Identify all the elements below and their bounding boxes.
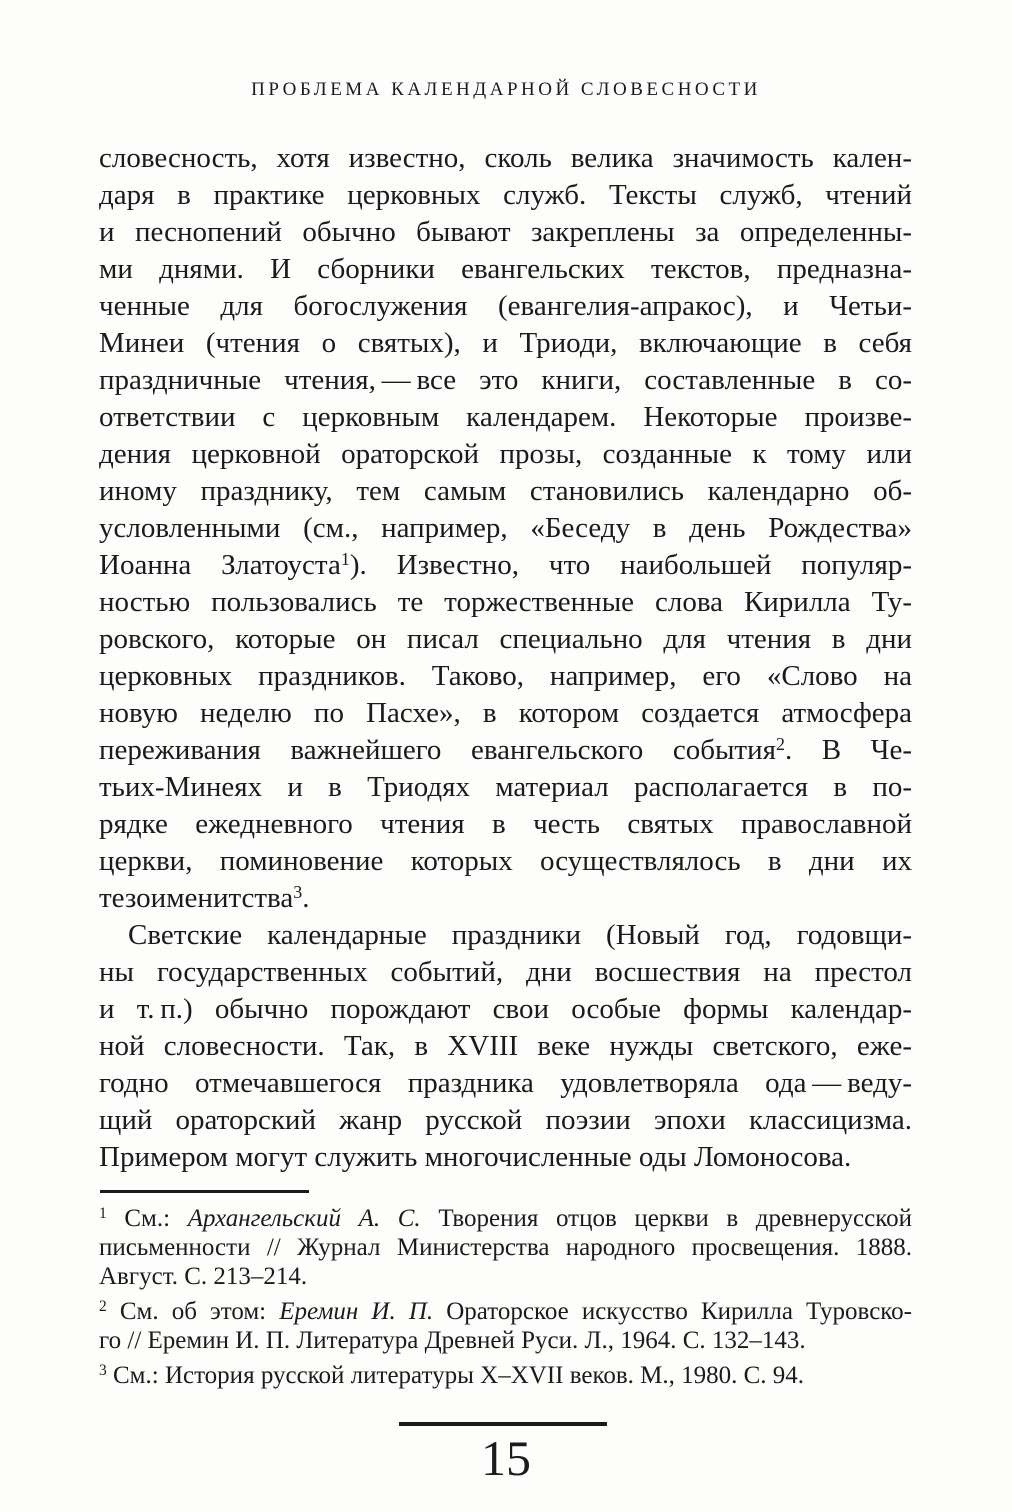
footnote [99,1297,912,1355]
text-segment: тезоименитства [99,882,294,914]
footnote [99,1361,912,1390]
text-line [99,991,912,1028]
text-line [99,547,912,584]
text-line [99,510,912,547]
text-segment: ностью пользовались те торжественные слова Кирилла Ту- [99,586,912,618]
text-line [99,362,912,399]
text-line [99,1262,912,1291]
text-line [99,399,912,436]
text-line [99,843,912,880]
text-segment: Еремин И. П. [279,1298,434,1325]
text-segment: словесность, хотя известно, сколь велика значимость кален- [99,142,912,174]
text-line [99,954,912,991]
text-line [99,769,912,806]
text-line [99,621,912,658]
footnote [99,1204,912,1291]
text-segment: го // Еремин И. П. Литература Древней Руси. Л., 1964. С. 132–143. [99,1327,806,1354]
footnote-marker: 1 [340,549,350,570]
text-segment: . [302,882,310,914]
text-line [99,251,912,288]
text-segment: щий ораторский жанр русской поэзии эпохи классицизма. [99,1104,912,1136]
text-line [99,1139,912,1176]
text-segment: церковных праздников. Таково, например, его «Слово на [99,660,912,692]
text-line [99,177,912,214]
text-line [99,880,912,917]
text-segment: ми днями. И сборники евангельских текстов, предназна- [99,253,912,285]
text-line [99,1028,912,1065]
footnotes [99,1204,912,1396]
text-line [99,1326,912,1355]
text-line [99,1204,912,1233]
text-segment: Архангельский А. С. [187,1205,421,1232]
text-segment: Август. С. 213–214. [99,1263,308,1290]
text-segment: дения церковной ораторской прозы, созданные к тому или [99,438,912,470]
text-line [99,1102,912,1139]
body-text [99,140,912,1176]
text-line [99,1233,912,1262]
text-line [99,325,912,362]
text-segment: письменности // Журнал Министерства народного просвещения. 1888. [99,1234,912,1261]
text-segment: новую неделю по Пасхе», в котором создается атмосфера [99,697,912,729]
footnote-marker: 3 [99,1362,107,1380]
text-segment: Минеи (чтения о святых), и Триоди, включающие в себя [99,327,912,359]
text-line [99,917,912,954]
text-segment: Ораторское искусство Кирилла Туровско- [433,1298,913,1325]
text-line [99,658,912,695]
text-segment: иному празднику, тем самым становились календарно об- [99,475,912,507]
text-line [99,1361,912,1390]
footnote-marker: 3 [293,882,303,903]
footnote-marker: 1 [99,1205,107,1223]
running-head: ПРОБЛЕМА КАЛЕНДАРНОЙ СЛОВЕСНОСТИ [251,79,761,100]
page-number: 15 [481,1430,531,1486]
text-segment: . В Че- [784,734,913,766]
text-line [99,1065,912,1102]
footnote-divider [100,1190,309,1193]
text-line [99,1297,912,1326]
text-segment: праздничные чтения, — все это книги, составленные в со- [99,364,912,396]
text-line [99,695,912,732]
text-segment: ной словесности. Так, в XVIII веке нужды светского, еже- [99,1030,912,1062]
text-segment: См.: [106,1205,188,1232]
text-segment: Творения отцов церкви в древнерусской [420,1205,912,1232]
text-line [99,140,912,177]
text-line [99,288,912,325]
text-line [99,473,912,510]
text-segment: ). Известно, что наибольшей популяр- [349,549,912,581]
text-segment: Примером могут служить многочисленные оды Ломоносова. [99,1141,852,1173]
text-segment: Иоанна Златоуста [99,549,341,581]
text-segment: ны государственных событий, дни восшествия на престол [99,956,912,988]
text-line [99,214,912,251]
text-segment: ровского, которые он писал специально для чтения в дни [99,623,912,655]
text-segment: тьих-Минеях и в Триодях материал располагается в по- [99,771,912,803]
text-line [99,584,912,621]
text-segment: рядке ежедневного чтения в честь святых православной [99,808,912,840]
text-segment: См.: История русской литературы X–XVII веков. М., 1980. С. 94. [106,1362,805,1389]
text-line [99,806,912,843]
text-line [99,732,912,769]
footnote-marker: 2 [99,1298,107,1316]
text-segment: и т. п.) обычно порождают свои особые формы календар- [99,993,912,1025]
text-segment: переживания важнейшего евангельского события [99,734,776,766]
text-segment: ченные для богослужения (евангелия-апракос), и Четьи- [99,290,912,322]
footnote-marker: 2 [775,734,785,755]
text-segment: ответствии с церковным календарем. Некоторые произве- [99,401,912,433]
page-number-divider [399,1422,607,1426]
text-segment: церкви, поминовение которых осуществлялось в дни их [99,845,912,877]
text-segment: даря в практике церковных служб. Тексты служб, чтений [99,179,912,211]
text-segment: Светские календарные праздники (Новый год, годовщи- [128,919,912,951]
text-segment: См. об этом: [106,1298,280,1325]
text-segment: и песнопений обычно бывают закреплены за определенны- [99,216,912,248]
text-line [99,436,912,473]
text-segment: условленными (см., например, «Беседу в день Рождества» [99,512,912,544]
text-segment: годно отмечавшегося праздника удовлетворяла ода — веду- [99,1067,912,1099]
